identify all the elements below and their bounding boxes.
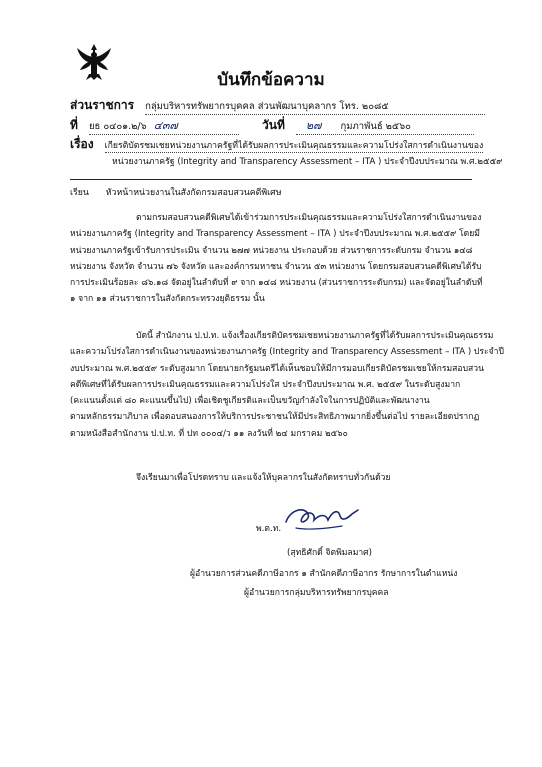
document-title: บันทึกข้อความ (217, 70, 325, 90)
subject-label: เรื่อง (70, 137, 94, 151)
paragraph-line: หน่วยงาน จังหวัด จำนวน ๗๖ จังหวัด และองค์การมหาชน จำนวน ๕๓ หน่วยงาน โดยกรมสอบสวนคดีพิเศษได้รับ (70, 261, 482, 272)
subject-line-1: เกียรติบัตรชมเชยหน่วยงานภาครัฐที่ได้รับผลการประเมินคุณธรรมและความโปร่งใสการดำเนินงานของ (105, 138, 484, 153)
body-paragraph-2 (70, 328, 504, 442)
agency-value: กลุ่มบริหารทรัพยากรบุคคล ส่วนพัฒนาบุคลากร โทร. ๒๐๘๕ (145, 99, 485, 115)
reference-row (70, 116, 239, 135)
paragraph-line: ๑ จาก ๑๑ ส่วนราชการในสังกัดกระทรวงยุติธรรม นั้น (70, 294, 265, 305)
header-divider (70, 179, 472, 180)
date-month-year: กุมภาพันธ์ ๒๕๖๐ (340, 121, 411, 132)
paragraph-line: ตามหลักธรรมาภิบาล เพื่อตอบสนองการให้บริการประชาชนให้มีประสิทธิภาพมากยิ่งขึ้นต่อไป รายละเอียดปรากฏ (70, 412, 480, 423)
reference-label: ที่ (70, 118, 78, 132)
agency-row (70, 96, 485, 115)
date-label: วันที่ (262, 118, 285, 132)
paragraph-line: และความโปร่งใสการดำเนินงานของหน่วยงานภาครัฐ (Integrity and Transparency Assessment – ITA ) ประจำปี (70, 347, 504, 358)
salutation-row (70, 185, 282, 199)
paragraph-line: บัดนี้ สำนักงาน ป.ป.ท. แจ้งเรื่องเกียรติบัตรชมเชยหน่วยงานภาครัฐที่ได้รับผลการประเมินคุณธรรม (136, 331, 494, 341)
reference-handwritten-number: ๔๓๗ (153, 119, 178, 132)
signatory-position-1: ผู้อำนวยการส่วนคดีภาษีอากร ๑ สำนักคดีภาษีอากร รักษาการในตำแหน่ง (190, 569, 458, 579)
signatory-position-2: ผู้อำนวยการกลุ่มบริหารทรัพยากรบุคคล (244, 588, 389, 598)
paragraph-line: ตามกรมสอบสวนคดีพิเศษได้เข้าร่วมการประเมินคุณธรรมและความโปร่งใสการดำเนินงานของ (136, 213, 482, 223)
closing-sentence: จึงเรียนมาเพื่อโปรดทราบ และแจ้งให้บุคลากรในสังกัดทราบทั่วกันด้วย (136, 473, 391, 483)
date-day-handwritten: ๒๗ (305, 119, 322, 132)
paragraph-line: (คะแนนตั้งแต่ ๘๐ คะแนนขึ้นไป) เพื่อเชิดชูเกียรติและเป็นขวัญกำลังใจในการปฏิบัติและพัฒนางาน (70, 396, 430, 407)
paragraph-line: งบประมาณ พ.ศ.๒๕๕๙ ระดับสูงมาก โดยนายกรัฐมนตรีได้เห็นชอบให้มีการมอบเกียรติบัตรชมเชยให้กรมสอบสวน (70, 363, 484, 374)
paragraph-line: การประเมินร้อยละ ๘๖.๑๘ จัดอยู่ในลำดับที่ ๙ จาก ๑๔๘ หน่วยงาน (ส่วนราชการระดับกรม) และจัดอยู่ในลำดับที่ (70, 278, 483, 289)
subject-line-2: หน่วยงานภาครัฐ (Integrity and Transparency Assessment – ITA ) ประจำปีงบประมาณ พ.ศ.๒๕๕๙ (112, 157, 503, 167)
salutation-recipient: หัวหน้าหน่วยงานในสังกัดกรมสอบสวนคดีพิเศษ (105, 188, 282, 198)
agency-label: ส่วนราชการ (70, 98, 135, 112)
paragraph-line: หน่วยงานภาครัฐ (Integrity and Transparency Assessment – ITA ) ประจำปีงบประมาณ พ.ศ.๒๕๕๙ โดยมี (70, 229, 480, 240)
date-row (262, 116, 474, 135)
reference-field (89, 116, 239, 135)
body-paragraph-1 (70, 210, 483, 308)
handwritten-signature-icon (278, 500, 368, 536)
paragraph-line: คดีพิเศษที่ได้รับผลการประเมินคุณธรรมและความโปร่งใส ประจำปีงบประมาณ พ.ศ. ๒๕๕๙ ในระดับสูงมาก (70, 379, 461, 390)
paragraph-line: ตามหนังสือสำนักงาน ป.ป.ท. ที่ ปท ๐๐๐๔/ว ๑๑ ลงวันที่ ๒๔ มกราคม ๒๕๖๐ (70, 428, 348, 439)
date-field (296, 116, 474, 135)
salutation-label: เรียน (70, 188, 89, 198)
signature-prefix: พ.ต.ท. (256, 524, 282, 534)
signatory-name: (สุทธิศักดิ์ จิตพิมลมาศ) (287, 548, 372, 558)
subject-row (70, 135, 483, 154)
reference-value: ยธ ๐๔๐๑.๒/๖ (88, 121, 147, 132)
paragraph-line: หน่วยงานภาครัฐเข้ารับการประเมิน จำนวน ๒๗๗ หน่วยงาน ประกอบด้วย ส่วนราชการระดับกรม จำนวน ๑๔๘ (70, 245, 473, 256)
